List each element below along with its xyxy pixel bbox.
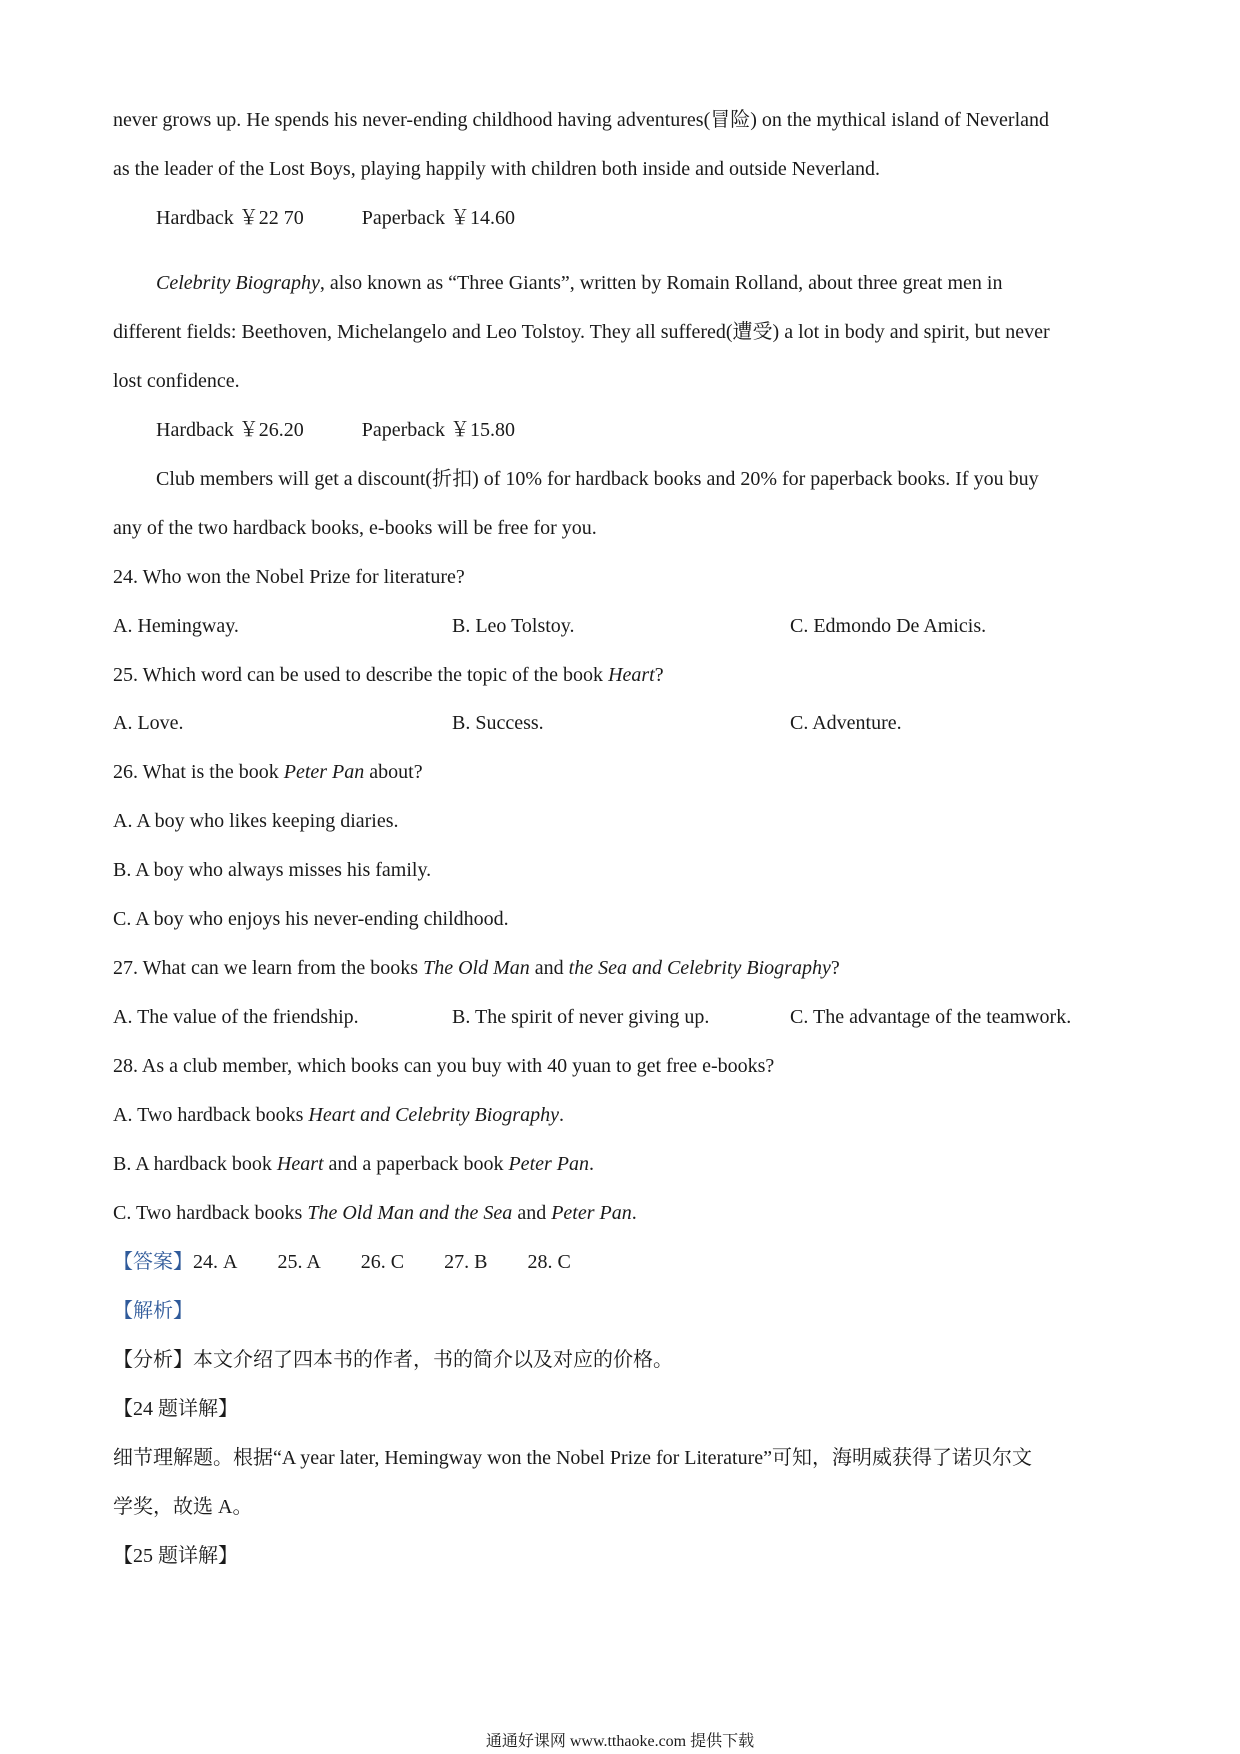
passage-line: Celebrity Biography, also known as “Three Giants”, written by Romain Rolland, about three great men in	[156, 272, 1003, 294]
option-a: A. A boy who likes keeping diaries.	[113, 810, 399, 832]
option-b: B. A boy who always misses his family.	[113, 859, 432, 881]
option-b: B. A hardback book Heart and a paperback book Peter Pan.	[113, 1153, 594, 1175]
question-stem: 28. As a club member, which books can you buy with 40 yuan to get free e-books?	[113, 1055, 775, 1077]
option-c: C. The advantage of the teamwork.	[790, 1006, 1072, 1028]
option-c: C. Edmondo De Amicis.	[790, 615, 987, 637]
question-stem: 25. Which word can be used to describe the topic of the book Heart?	[113, 664, 664, 686]
passage-line: never grows up. He spends his never-ending childhood having adventures(冒险) on the mythical island of Neverland	[113, 109, 1050, 131]
option-c: C. Adventure.	[790, 712, 902, 734]
passage-line: different fields: Beethoven, Michelangelo and Leo Tolstoy. They all suffered(遭受) a lot in body and spirit, but never	[113, 321, 1050, 343]
option-c: C. Two hardback books The Old Man and the Sea and Peter Pan.	[113, 1202, 637, 1224]
page-footer: 通通好课网 www.tthaoke.com 提供下载	[485, 1733, 755, 1750]
question-stem: 24. Who won the Nobel Prize for literature?	[113, 566, 465, 588]
passage-line: as the leader of the Lost Boys, playing happily with children both inside and outside Neverland.	[113, 158, 881, 180]
passage-line: Club members will get a discount(折扣) of 10% for hardback books and 20% for paperback books. If you buy	[156, 468, 1039, 490]
question-stem: 27. What can we learn from the books The Old Man and the Sea and Celebrity Biography?	[113, 957, 840, 979]
paperback-price: Paperback ￥14.60	[361, 207, 516, 229]
passage-line: any of the two hardback books, e-books will be free for you.	[113, 517, 597, 539]
analysis-summary: 【分析】本文介绍了四本书的作者，书的简介以及对应的价格。	[113, 1349, 673, 1371]
answer-line: 【答案】24. A 25. A 26. C 27. B 28. C	[113, 1251, 571, 1273]
question-stem: 26. What is the book Peter Pan about?	[113, 761, 423, 783]
passage-line: lost confidence.	[113, 370, 240, 392]
paperback-price: Paperback ￥15.80	[361, 419, 516, 441]
option-a: A. Hemingway.	[113, 615, 239, 637]
detail-text: 细节理解题。根据“A year later, Hemingway won the Nobel Prize for Literature”可知，海明威获得了诺贝尔文	[113, 1447, 1032, 1469]
detail-text: 学奖，故选 A。	[113, 1496, 253, 1518]
analysis-label: 【解析】	[113, 1300, 193, 1322]
hardback-price: Hardback ￥22 70	[156, 207, 304, 229]
option-b: B. Leo Tolstoy.	[452, 615, 575, 637]
book-title: Celebrity Biography	[156, 272, 320, 294]
option-a: A. Love.	[113, 712, 184, 734]
answer-label: 【答案】	[113, 1251, 193, 1273]
option-c: C. A boy who enjoys his never-ending childhood.	[113, 908, 509, 930]
detail-heading: 【24 题详解】	[113, 1398, 238, 1420]
detail-heading: 【25 题详解】	[113, 1545, 238, 1567]
option-b: B. The spirit of never giving up.	[452, 1006, 710, 1028]
price-line	[156, 415, 515, 445]
option-b: B. Success.	[452, 712, 544, 734]
price-line	[156, 203, 515, 233]
option-a: A. Two hardback books Heart and Celebrity Biography.	[113, 1104, 564, 1126]
option-a: A. The value of the friendship.	[113, 1006, 359, 1028]
hardback-price: Hardback ￥26.20	[156, 419, 304, 441]
